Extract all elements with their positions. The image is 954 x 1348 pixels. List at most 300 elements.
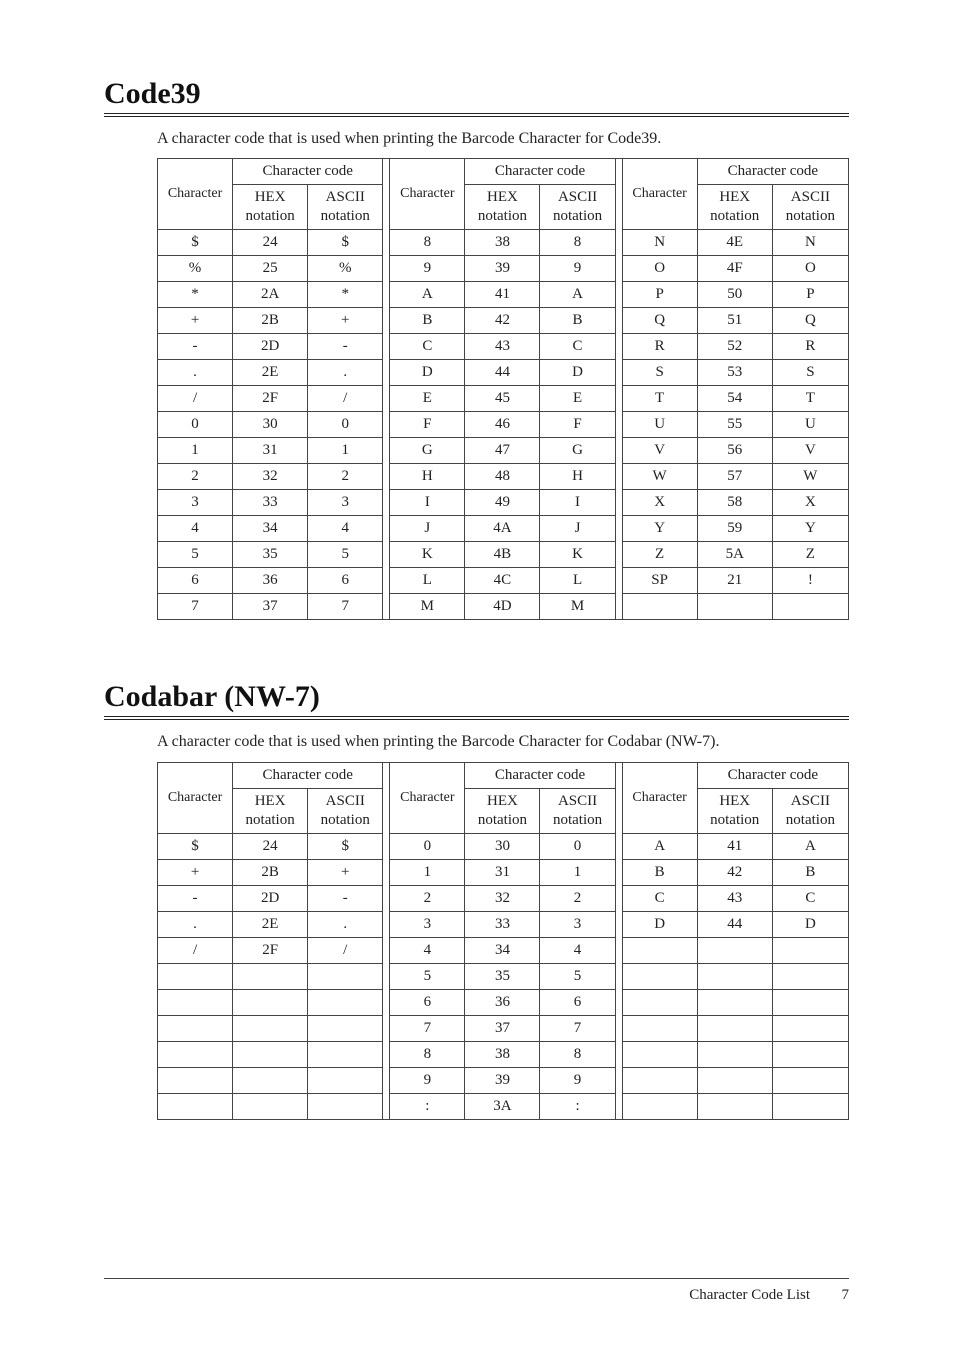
hex-cell: 52 (697, 334, 772, 360)
character-cell: + (158, 860, 233, 886)
hex-cell: 56 (697, 438, 772, 464)
hex-cell: 4F (697, 256, 772, 282)
character-cell: 5 (390, 964, 465, 990)
character-cell: I (390, 490, 465, 516)
column-separator (615, 360, 622, 386)
character-cell: B (622, 860, 697, 886)
character-cell: / (158, 386, 233, 412)
character-cell: Z (622, 542, 697, 568)
column-separator (383, 1094, 390, 1120)
character-cell (622, 990, 697, 1016)
hex-cell: 4D (465, 594, 540, 620)
character-cell: 9 (390, 256, 465, 282)
column-separator (615, 594, 622, 620)
character-cell: SP (622, 568, 697, 594)
column-separator (615, 964, 622, 990)
hex-cell: 55 (697, 412, 772, 438)
hex-cell: 47 (465, 438, 540, 464)
character-cell: D (390, 360, 465, 386)
character-cell (158, 1094, 233, 1120)
ascii-cell: T (772, 386, 848, 412)
hex-cell: 21 (697, 568, 772, 594)
hex-cell: 2E (233, 360, 308, 386)
column-separator (615, 886, 622, 912)
ascii-cell (772, 594, 848, 620)
ascii-cell: C (772, 886, 848, 912)
page-number: 7 (841, 1287, 849, 1303)
title-rule (104, 113, 849, 117)
ascii-cell: E (540, 386, 615, 412)
ascii-cell (308, 964, 383, 990)
ascii-cell: 7 (308, 594, 383, 620)
character-cell: - (158, 334, 233, 360)
ascii-cell: J (540, 516, 615, 542)
hex-cell: 4B (465, 542, 540, 568)
character-cell (622, 964, 697, 990)
character-cell: 0 (390, 834, 465, 860)
table-row (158, 990, 849, 1016)
table-row (158, 464, 849, 490)
ascii-cell: % (308, 256, 383, 282)
column-separator (383, 594, 390, 620)
column-separator (615, 834, 622, 860)
column-separator (383, 334, 390, 360)
character-cell: . (158, 360, 233, 386)
character-cell: 7 (158, 594, 233, 620)
ascii-cell: P (772, 282, 848, 308)
character-cell (158, 1068, 233, 1094)
column-separator (615, 568, 622, 594)
hex-cell: 4E (697, 230, 772, 256)
ascii-cell: H (540, 464, 615, 490)
table-row (158, 1016, 849, 1042)
column-separator (383, 1068, 390, 1094)
title-rule (104, 716, 849, 720)
hex-cell: 32 (465, 886, 540, 912)
section-title-code39: Code39 (104, 77, 201, 110)
hex-cell: 46 (465, 412, 540, 438)
character-cell: 6 (390, 990, 465, 1016)
column-separator (383, 860, 390, 886)
column-separator (383, 990, 390, 1016)
ascii-cell: S (772, 360, 848, 386)
character-cell: M (390, 594, 465, 620)
ascii-cell (308, 1016, 383, 1042)
ascii-cell: 5 (540, 964, 615, 990)
column-separator (383, 964, 390, 990)
character-cell (622, 1094, 697, 1120)
ascii-cell: 4 (308, 516, 383, 542)
character-cell: 4 (158, 516, 233, 542)
hex-cell: 44 (465, 360, 540, 386)
ascii-cell: 8 (540, 230, 615, 256)
character-cell: P (622, 282, 697, 308)
character-cell (622, 938, 697, 964)
ascii-cell (772, 1042, 848, 1068)
hex-cell (697, 964, 772, 990)
ascii-cell: Q (772, 308, 848, 334)
ascii-cell: F (540, 412, 615, 438)
ascii-cell: * (308, 282, 383, 308)
ascii-cell: G (540, 438, 615, 464)
header-character: Character (622, 159, 697, 230)
ascii-cell: A (540, 282, 615, 308)
ascii-cell: 2 (308, 464, 383, 490)
character-cell: S (622, 360, 697, 386)
header-ascii-notation: ASCII notation (540, 789, 615, 834)
hex-cell: 57 (697, 464, 772, 490)
character-cell: % (158, 256, 233, 282)
column-separator (615, 256, 622, 282)
character-cell: U (622, 412, 697, 438)
character-cell: C (390, 334, 465, 360)
ascii-cell: K (540, 542, 615, 568)
ascii-cell: 0 (308, 412, 383, 438)
hex-cell: 5A (697, 542, 772, 568)
column-separator (383, 938, 390, 964)
ascii-cell (308, 1068, 383, 1094)
hex-cell: 38 (465, 1042, 540, 1068)
ascii-cell: 1 (540, 860, 615, 886)
ascii-cell: 3 (308, 490, 383, 516)
character-cell: / (158, 938, 233, 964)
ascii-cell: M (540, 594, 615, 620)
column-separator (615, 938, 622, 964)
hex-cell (233, 1068, 308, 1094)
hex-cell (233, 1094, 308, 1120)
character-cell: 1 (390, 860, 465, 886)
ascii-cell: D (772, 912, 848, 938)
hex-cell: 37 (233, 594, 308, 620)
column-separator (383, 412, 390, 438)
hex-cell: 3A (465, 1094, 540, 1120)
column-separator (383, 834, 390, 860)
character-cell (158, 1042, 233, 1068)
hex-cell: 59 (697, 516, 772, 542)
hex-cell: 4A (465, 516, 540, 542)
header-hex-notation: HEX notation (233, 185, 308, 230)
hex-cell (697, 1042, 772, 1068)
ascii-cell: + (308, 308, 383, 334)
ascii-cell: A (772, 834, 848, 860)
column-separator (383, 256, 390, 282)
character-cell: E (390, 386, 465, 412)
character-cell: W (622, 464, 697, 490)
table-row (158, 1068, 849, 1094)
table-row (158, 594, 849, 620)
ascii-cell: 3 (540, 912, 615, 938)
table-row (158, 1094, 849, 1120)
hex-cell: 39 (465, 256, 540, 282)
character-cell: H (390, 464, 465, 490)
hex-cell: 31 (233, 438, 308, 464)
section-intro-code39: A character code that is used when printing the Barcode Character for Code39. (157, 130, 662, 147)
hex-cell (697, 1068, 772, 1094)
header-ascii-notation: ASCII notation (308, 185, 383, 230)
ascii-cell: - (308, 334, 383, 360)
character-cell: Q (622, 308, 697, 334)
column-separator (383, 490, 390, 516)
character-cell (158, 1016, 233, 1042)
hex-cell: 2E (233, 912, 308, 938)
hex-cell: 34 (233, 516, 308, 542)
table-row (158, 938, 849, 964)
hex-cell: 24 (233, 834, 308, 860)
character-cell: C (622, 886, 697, 912)
column-separator (615, 1016, 622, 1042)
column-separator (615, 1094, 622, 1120)
table-row (158, 568, 849, 594)
hex-cell (697, 1094, 772, 1120)
header-character-code: Character code (465, 159, 615, 185)
table-row (158, 516, 849, 542)
column-separator (383, 542, 390, 568)
ascii-cell: O (772, 256, 848, 282)
hex-cell: 2B (233, 308, 308, 334)
character-cell: 8 (390, 230, 465, 256)
character-cell: G (390, 438, 465, 464)
hex-cell: 2B (233, 860, 308, 886)
column-separator (615, 990, 622, 1016)
hex-cell: 44 (697, 912, 772, 938)
ascii-cell: . (308, 360, 383, 386)
hex-cell: 36 (233, 568, 308, 594)
hex-cell (697, 938, 772, 964)
footer-title: Character Code List (689, 1287, 810, 1303)
header-ascii-notation: ASCII notation (540, 185, 615, 230)
column-separator (383, 360, 390, 386)
ascii-cell: B (772, 860, 848, 886)
ascii-cell: - (308, 886, 383, 912)
header-character: Character (158, 763, 233, 834)
character-cell (158, 964, 233, 990)
character-cell (622, 1042, 697, 1068)
table-row (158, 912, 849, 938)
hex-cell: 49 (465, 490, 540, 516)
ascii-cell (772, 938, 848, 964)
character-cell: L (390, 568, 465, 594)
column-separator (615, 159, 622, 230)
column-separator (615, 386, 622, 412)
character-cell: 2 (390, 886, 465, 912)
ascii-cell (772, 964, 848, 990)
footer-rule (104, 1278, 849, 1279)
character-cell: J (390, 516, 465, 542)
hex-cell: 39 (465, 1068, 540, 1094)
header-character-code: Character code (233, 763, 383, 789)
ascii-cell: ! (772, 568, 848, 594)
column-separator (615, 230, 622, 256)
column-separator (615, 860, 622, 886)
table-row (158, 256, 849, 282)
column-separator (615, 1042, 622, 1068)
hex-cell: 32 (233, 464, 308, 490)
column-separator (383, 568, 390, 594)
hex-cell: 58 (697, 490, 772, 516)
character-cell: : (390, 1094, 465, 1120)
column-separator (383, 516, 390, 542)
character-cell: A (390, 282, 465, 308)
hex-cell: 38 (465, 230, 540, 256)
ascii-cell: / (308, 938, 383, 964)
ascii-cell (772, 1068, 848, 1094)
column-separator (615, 763, 622, 834)
character-cell: 3 (158, 490, 233, 516)
character-cell: 5 (158, 542, 233, 568)
header-ascii-notation: ASCII notation (772, 789, 848, 834)
column-separator (383, 282, 390, 308)
header-hex-notation: HEX notation (465, 185, 540, 230)
column-separator (615, 282, 622, 308)
column-separator (383, 886, 390, 912)
hex-cell (697, 594, 772, 620)
table-row (158, 282, 849, 308)
ascii-cell: $ (308, 230, 383, 256)
column-separator (615, 1068, 622, 1094)
section-intro-codabar: A character code that is used when printing the Barcode Character for Codabar (NW-7). (157, 733, 720, 750)
header-hex-notation: HEX notation (697, 185, 772, 230)
ascii-cell (308, 1042, 383, 1068)
ascii-cell: V (772, 438, 848, 464)
character-cell: R (622, 334, 697, 360)
header-character-code: Character code (465, 763, 615, 789)
ascii-cell (772, 1094, 848, 1120)
character-cell: $ (158, 230, 233, 256)
hex-cell: 35 (233, 542, 308, 568)
column-separator (383, 230, 390, 256)
character-cell: * (158, 282, 233, 308)
ascii-cell (308, 1094, 383, 1120)
ascii-cell: N (772, 230, 848, 256)
character-cell: Y (622, 516, 697, 542)
column-separator (383, 763, 390, 834)
table-row (158, 1042, 849, 1068)
column-separator (383, 438, 390, 464)
ascii-cell (772, 990, 848, 1016)
table-row (158, 964, 849, 990)
header-character: Character (158, 159, 233, 230)
table-row (158, 860, 849, 886)
ascii-cell: $ (308, 834, 383, 860)
character-cell (622, 1016, 697, 1042)
column-separator (615, 490, 622, 516)
header-character-code: Character code (697, 763, 848, 789)
hex-cell: 41 (465, 282, 540, 308)
table-row (158, 886, 849, 912)
character-cell: D (622, 912, 697, 938)
ascii-cell: 6 (540, 990, 615, 1016)
header-character: Character (622, 763, 697, 834)
header-ascii-notation: ASCII notation (772, 185, 848, 230)
ascii-cell: U (772, 412, 848, 438)
hex-cell: 24 (233, 230, 308, 256)
ascii-cell: 2 (540, 886, 615, 912)
hex-cell: 2D (233, 334, 308, 360)
table-row (158, 438, 849, 464)
table-row (158, 334, 849, 360)
ascii-cell: B (540, 308, 615, 334)
header-character: Character (390, 763, 465, 834)
column-separator (615, 308, 622, 334)
ascii-cell: + (308, 860, 383, 886)
table-row (158, 834, 849, 860)
character-cell: 8 (390, 1042, 465, 1068)
character-cell: T (622, 386, 697, 412)
header-hex-notation: HEX notation (465, 789, 540, 834)
column-separator (615, 542, 622, 568)
character-cell: X (622, 490, 697, 516)
ascii-cell: 9 (540, 256, 615, 282)
hex-cell: 33 (233, 490, 308, 516)
table-row (158, 490, 849, 516)
column-separator (615, 334, 622, 360)
hex-cell: 53 (697, 360, 772, 386)
ascii-cell: 5 (308, 542, 383, 568)
hex-cell: 42 (465, 308, 540, 334)
hex-cell: 31 (465, 860, 540, 886)
ascii-cell: R (772, 334, 848, 360)
hex-cell: 54 (697, 386, 772, 412)
table-row (158, 230, 849, 256)
character-cell (622, 1068, 697, 1094)
character-cell: $ (158, 834, 233, 860)
hex-cell (697, 1016, 772, 1042)
ascii-cell: : (540, 1094, 615, 1120)
header-character-code: Character code (233, 159, 383, 185)
character-cell: 1 (158, 438, 233, 464)
section-title-codabar: Codabar (NW-7) (104, 680, 320, 713)
hex-cell: 51 (697, 308, 772, 334)
hex-cell: 50 (697, 282, 772, 308)
hex-cell: 2D (233, 886, 308, 912)
character-cell: A (622, 834, 697, 860)
ascii-cell: / (308, 386, 383, 412)
table-row (158, 386, 849, 412)
column-separator (383, 308, 390, 334)
hex-cell: 48 (465, 464, 540, 490)
hex-cell (233, 1016, 308, 1042)
character-cell: 9 (390, 1068, 465, 1094)
hex-cell: 25 (233, 256, 308, 282)
character-cell: 3 (390, 912, 465, 938)
character-cell: 6 (158, 568, 233, 594)
hex-cell: 2A (233, 282, 308, 308)
character-cell: . (158, 912, 233, 938)
ascii-cell: 9 (540, 1068, 615, 1094)
ascii-cell: Y (772, 516, 848, 542)
ascii-cell: D (540, 360, 615, 386)
character-cell: F (390, 412, 465, 438)
hex-cell: 43 (697, 886, 772, 912)
hex-cell (233, 964, 308, 990)
hex-cell (233, 990, 308, 1016)
column-separator (383, 159, 390, 230)
hex-cell: 30 (465, 834, 540, 860)
ascii-cell: C (540, 334, 615, 360)
column-separator (615, 464, 622, 490)
ascii-cell: 6 (308, 568, 383, 594)
ascii-cell: 0 (540, 834, 615, 860)
header-character: Character (390, 159, 465, 230)
hex-cell: 2F (233, 938, 308, 964)
character-cell: B (390, 308, 465, 334)
header-hex-notation: HEX notation (233, 789, 308, 834)
column-separator (615, 912, 622, 938)
hex-cell: 45 (465, 386, 540, 412)
ascii-cell: . (308, 912, 383, 938)
ascii-cell: 4 (540, 938, 615, 964)
ascii-cell (308, 990, 383, 1016)
